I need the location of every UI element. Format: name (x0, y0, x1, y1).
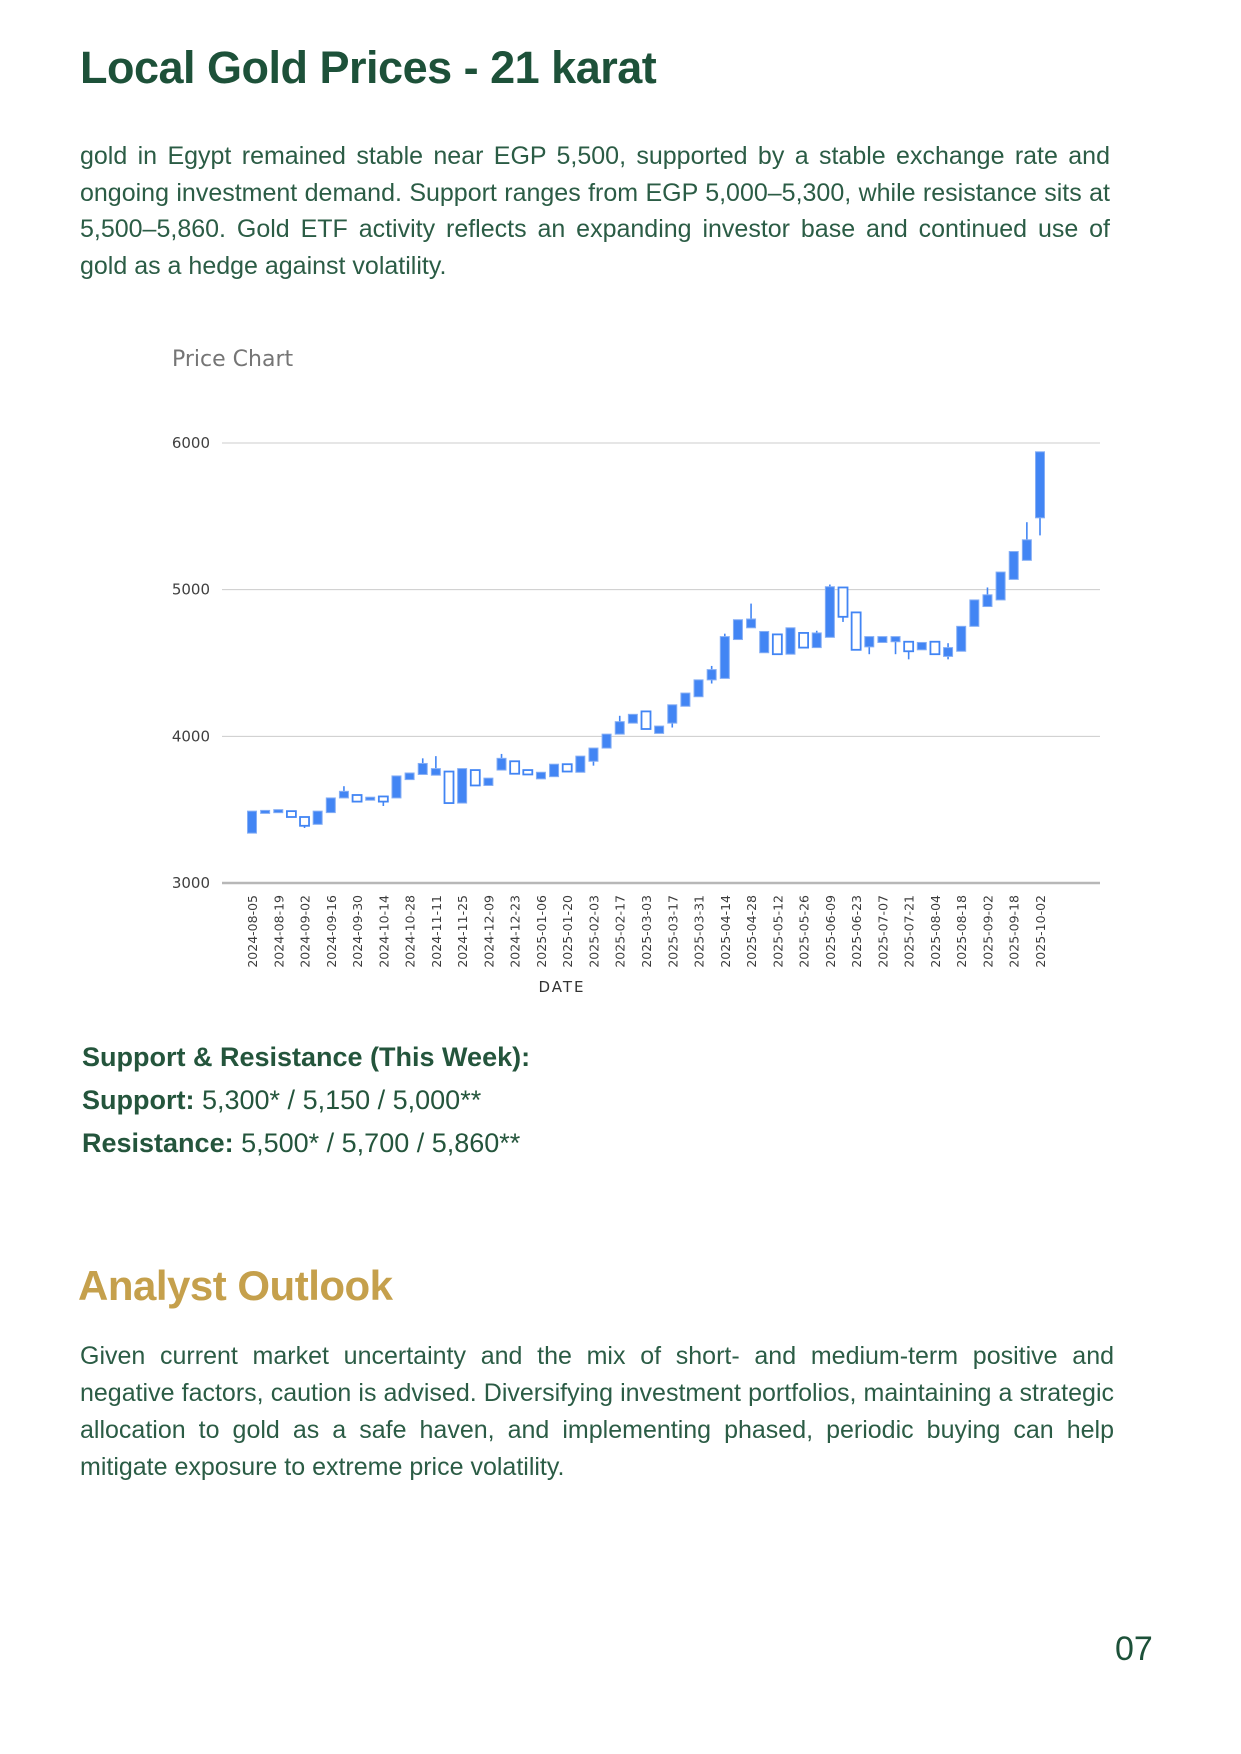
svg-text:2025-07-21: 2025-07-21 (901, 895, 917, 968)
svg-text:2025-07-07: 2025-07-07 (875, 895, 891, 968)
svg-text:2024-11-25: 2024-11-25 (455, 895, 471, 968)
svg-text:4000: 4000 (171, 727, 210, 746)
svg-text:2024-08-19: 2024-08-19 (271, 895, 287, 968)
svg-text:2025-08-18: 2025-08-18 (954, 895, 970, 968)
svg-text:2025-05-12: 2025-05-12 (770, 895, 786, 968)
svg-text:2024-12-09: 2024-12-09 (481, 895, 497, 968)
support-line (82, 1079, 982, 1122)
svg-text:2025-05-26: 2025-05-26 (796, 895, 812, 968)
svg-text:2025-08-04: 2025-08-04 (927, 895, 943, 968)
svg-text:2024-12-23: 2024-12-23 (507, 895, 523, 968)
svg-text:Price Chart: Price Chart (172, 347, 294, 372)
price-chart (150, 330, 1110, 1020)
svg-text:2024-08-05: 2024-08-05 (245, 895, 260, 968)
intro-paragraph: gold in Egypt remained stable near EGP 5,500, supported by a stable exchange rate and ongoing investment demand. Support ranges from EGP 5,000–5,300, while resistance sits at 5,500–5,860. Gold ETF activity reflects an expanding investor base and continued use of gold as a hedge against volatility. (80, 142, 1110, 280)
svg-text:2025-01-20: 2025-01-20 (560, 895, 576, 968)
support-values: 5,300* / 5,150 / 5,000** (194, 1085, 482, 1115)
svg-text:2024-09-16: 2024-09-16 (323, 895, 339, 968)
support-resistance-block (82, 1036, 982, 1165)
svg-text:DATE: DATE (538, 978, 586, 996)
svg-text:2025-01-06: 2025-01-06 (533, 895, 549, 968)
svg-text:2025-06-09: 2025-06-09 (822, 895, 838, 968)
svg-text:6000: 6000 (171, 434, 210, 452)
svg-text:2024-10-14: 2024-10-14 (376, 895, 392, 968)
svg-text:2025-04-28: 2025-04-28 (744, 895, 760, 968)
svg-text:2025-09-02: 2025-09-02 (980, 895, 996, 968)
svg-text:5000: 5000 (171, 580, 210, 599)
svg-text:2025-03-03: 2025-03-03 (639, 895, 654, 968)
svg-text:3000: 3000 (171, 874, 210, 892)
analyst-outlook-heading: Analyst Outlook (78, 1262, 393, 1309)
svg-text:2025-09-18: 2025-09-18 (1006, 895, 1022, 968)
page-title: Local Gold Prices - 21 karat (80, 42, 657, 93)
svg-text:2025-04-14: 2025-04-14 (717, 895, 733, 968)
svg-text:2024-09-30: 2024-09-30 (350, 895, 366, 968)
resistance-line (82, 1122, 982, 1165)
page-number: 07 (1115, 1630, 1153, 1668)
support-label: Support: (82, 1085, 195, 1115)
support-resistance-heading: Support & Resistance (This Week): (82, 1042, 531, 1072)
svg-text:2025-02-03: 2025-02-03 (586, 895, 602, 968)
svg-text:2025-03-17: 2025-03-17 (665, 895, 681, 968)
svg-text:2025-06-23: 2025-06-23 (849, 895, 865, 968)
analyst-outlook-paragraph: Given current market uncertainty and the mix of short- and medium-term positive and negative factors, caution is advised. Diversifying investment portfolios, maintaining a strategic allocation to gold as a safe haven, and implementing phased, periodic buying can help mitigate exposure to extreme price volatility. (80, 1342, 1114, 1481)
price-chart-svg (150, 330, 1110, 1020)
svg-text:2025-03-31: 2025-03-31 (691, 895, 707, 968)
resistance-label: Resistance: (82, 1128, 234, 1158)
resistance-values: 5,500* / 5,700 / 5,860** (233, 1128, 521, 1158)
svg-text:2025-02-17: 2025-02-17 (612, 895, 628, 968)
svg-text:2025-10-02: 2025-10-02 (1033, 895, 1048, 968)
svg-text:2024-10-28: 2024-10-28 (402, 895, 418, 968)
svg-text:2024-09-02: 2024-09-02 (297, 895, 313, 968)
svg-text:2024-11-11: 2024-11-11 (428, 895, 444, 968)
